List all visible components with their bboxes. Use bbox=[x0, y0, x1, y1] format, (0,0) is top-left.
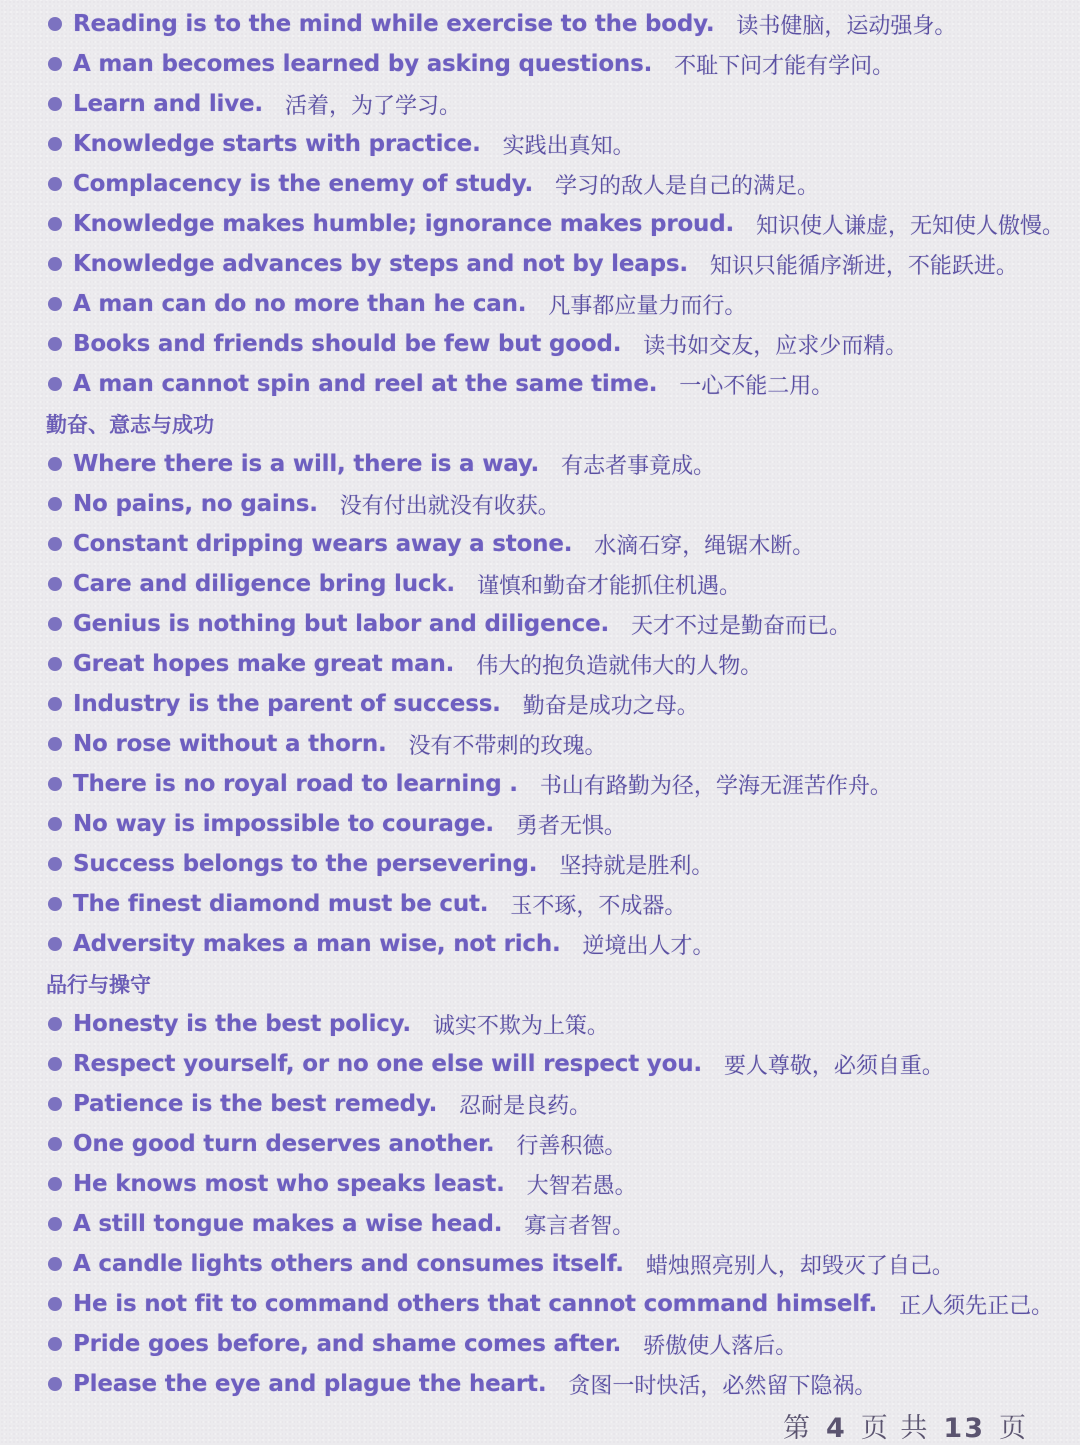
bullet-dot-icon bbox=[48, 817, 62, 831]
bullet-dot-icon bbox=[48, 537, 62, 551]
proverb-chinese: 实践出真知。 bbox=[502, 133, 635, 159]
proverb-item bbox=[0, 44, 1080, 84]
proverb-chinese: 没有付出就没有收获。 bbox=[339, 493, 560, 519]
current-page-number: 4 bbox=[826, 1413, 847, 1444]
proverb-item bbox=[0, 1364, 1080, 1404]
proverb-chinese: 勇者无惧。 bbox=[515, 813, 626, 839]
bullet-dot-icon bbox=[48, 777, 62, 791]
proverb-english: Knowledge advances by steps and not by leaps. bbox=[73, 251, 688, 277]
proverb-chinese: 知识使人谦虚，无知使人傲慢。 bbox=[756, 213, 1065, 239]
proverb-item bbox=[0, 564, 1080, 604]
proverb-english: One good turn deserves another. bbox=[73, 1131, 495, 1157]
proverb-chinese: 学习的敌人是自己的满足。 bbox=[555, 173, 820, 199]
proverb-english: A man cannot spin and reel at the same time. bbox=[73, 371, 658, 397]
bullet-dot-icon bbox=[48, 1217, 62, 1231]
proverb-english: Genius is nothing but labor and diligence. bbox=[73, 611, 610, 637]
proverb-english: There is no royal road to learning . bbox=[73, 771, 518, 797]
proverb-chinese: 一心不能二用。 bbox=[679, 373, 834, 399]
proverb-chinese: 不耻下问才能有学问。 bbox=[674, 53, 895, 79]
proverb-chinese: 玉不琢，不成器。 bbox=[510, 893, 687, 919]
proverb-english: Knowledge makes humble; ignorance makes proud. bbox=[73, 211, 735, 237]
proverb-english: Books and friends should be few but good. bbox=[73, 331, 622, 357]
proverb-english: Honesty is the best policy. bbox=[73, 1011, 411, 1037]
proverb-english: Respect yourself, or no one else will respect you. bbox=[73, 1051, 702, 1077]
proverb-english: Pride goes before, and shame comes after. bbox=[73, 1331, 622, 1357]
proverb-item bbox=[0, 684, 1080, 724]
proverb-english: Reading is to the mind while exercise to the body. bbox=[73, 11, 715, 37]
proverb-chinese: 大智若愚。 bbox=[526, 1173, 637, 1199]
bullet-dot-icon bbox=[48, 1137, 62, 1151]
proverb-english: The finest diamond must be cut. bbox=[73, 891, 489, 917]
total-page-count: 13 bbox=[943, 1413, 985, 1444]
bullet-dot-icon bbox=[48, 1017, 62, 1031]
bullet-dot-icon bbox=[48, 1377, 62, 1391]
proverb-item bbox=[0, 484, 1080, 524]
proverb-item bbox=[0, 244, 1080, 284]
proverb-item bbox=[0, 764, 1080, 804]
proverb-item bbox=[0, 444, 1080, 484]
proverb-chinese: 知识只能循序渐进，不能跃进。 bbox=[709, 253, 1018, 279]
bullet-dot-icon bbox=[48, 377, 62, 391]
bullet-dot-icon bbox=[48, 657, 62, 671]
proverb-english: Constant dripping wears away a stone. bbox=[73, 531, 573, 557]
proverb-chinese: 书山有路勤为径，学海无涯苦作舟。 bbox=[539, 773, 892, 799]
proverb-english: Complacency is the enemy of study. bbox=[73, 171, 534, 197]
proverb-chinese: 水滴石穿，绳锯木断。 bbox=[594, 533, 815, 559]
proverb-english: No rose without a thorn. bbox=[73, 731, 387, 757]
proverb-english: A still tongue makes a wise head. bbox=[73, 1211, 503, 1237]
proverb-list bbox=[0, 4, 1080, 1404]
proverb-english: No way is impossible to courage. bbox=[73, 811, 494, 837]
proverb-chinese: 蜡烛照亮别人，却毁灭了自己。 bbox=[645, 1253, 954, 1279]
proverb-chinese: 有志者事竟成。 bbox=[561, 453, 716, 479]
section-heading: 勤奋、意志与成功 bbox=[46, 413, 214, 437]
proverb-english: Care and diligence bring luck. bbox=[73, 571, 455, 597]
bullet-dot-icon bbox=[48, 257, 62, 271]
bullet-dot-icon bbox=[48, 97, 62, 111]
proverb-item bbox=[0, 84, 1080, 124]
proverb-english: Where there is a will, there is a way. bbox=[73, 451, 540, 477]
proverb-item bbox=[0, 4, 1080, 44]
proverb-item bbox=[0, 1044, 1080, 1084]
proverb-english: He is not fit to command others that cannot command himself. bbox=[73, 1291, 878, 1317]
footer-middle: 页 共 bbox=[860, 1413, 930, 1444]
bullet-dot-icon bbox=[48, 217, 62, 231]
proverb-chinese: 行善积德。 bbox=[516, 1133, 627, 1159]
proverb-item bbox=[0, 804, 1080, 844]
proverb-chinese: 寡言者智。 bbox=[524, 1213, 635, 1239]
proverb-chinese: 要人尊敬，必须自重。 bbox=[723, 1053, 944, 1079]
proverb-chinese: 伟大的抱负造就伟大的人物。 bbox=[476, 653, 763, 679]
bullet-dot-icon bbox=[48, 617, 62, 631]
bullet-dot-icon bbox=[48, 897, 62, 911]
proverb-chinese: 读书健脑，运动强身。 bbox=[736, 13, 957, 39]
proverb-item bbox=[0, 364, 1080, 404]
proverb-chinese: 诚实不欺为上策。 bbox=[432, 1013, 609, 1039]
bullet-dot-icon bbox=[48, 697, 62, 711]
proverb-chinese: 坚持就是胜利。 bbox=[559, 853, 714, 879]
proverb-item bbox=[0, 1124, 1080, 1164]
proverb-english: No pains, no gains. bbox=[73, 491, 318, 517]
bullet-dot-icon bbox=[48, 1297, 62, 1311]
bullet-dot-icon bbox=[48, 337, 62, 351]
proverb-english: Knowledge starts with practice. bbox=[73, 131, 481, 157]
proverb-item bbox=[0, 844, 1080, 884]
proverb-english: He knows most who speaks least. bbox=[73, 1171, 505, 1197]
bullet-dot-icon bbox=[48, 1257, 62, 1271]
proverb-item bbox=[0, 1204, 1080, 1244]
bullet-dot-icon bbox=[48, 1057, 62, 1071]
bullet-dot-icon bbox=[48, 1097, 62, 1111]
bullet-dot-icon bbox=[48, 577, 62, 591]
proverb-english: A man becomes learned by asking questions. bbox=[73, 51, 653, 77]
proverb-chinese: 骄傲使人落后。 bbox=[643, 1333, 798, 1359]
bullet-dot-icon bbox=[48, 1177, 62, 1191]
proverb-item bbox=[0, 1284, 1080, 1324]
proverb-item bbox=[0, 924, 1080, 964]
proverb-english: Patience is the best remedy. bbox=[73, 1091, 438, 1117]
proverb-item bbox=[0, 604, 1080, 644]
proverb-item bbox=[0, 1244, 1080, 1284]
proverb-english: Great hopes make great man. bbox=[73, 651, 455, 677]
proverb-chinese: 勤奋是成功之母。 bbox=[522, 693, 699, 719]
bullet-dot-icon bbox=[48, 497, 62, 511]
proverb-item bbox=[0, 884, 1080, 924]
page-number-footer bbox=[779, 1406, 1032, 1445]
proverb-item bbox=[0, 164, 1080, 204]
proverb-english: Please the eye and plague the heart. bbox=[73, 1371, 547, 1397]
proverb-item bbox=[0, 1004, 1080, 1044]
proverb-item bbox=[0, 124, 1080, 164]
proverb-chinese: 逆境出人才。 bbox=[582, 933, 715, 959]
proverb-chinese: 没有不带刺的玫瑰。 bbox=[408, 733, 607, 759]
bullet-dot-icon bbox=[48, 737, 62, 751]
footer-suffix: 页 bbox=[999, 1413, 1028, 1444]
proverb-item bbox=[0, 1324, 1080, 1364]
proverb-item bbox=[0, 324, 1080, 364]
bullet-dot-icon bbox=[48, 137, 62, 151]
proverb-english: Success belongs to the persevering. bbox=[73, 851, 538, 877]
bullet-dot-icon bbox=[48, 937, 62, 951]
section-heading: 品行与操守 bbox=[46, 973, 151, 997]
proverb-english: Adversity makes a man wise, not rich. bbox=[73, 931, 561, 957]
bullet-dot-icon bbox=[48, 457, 62, 471]
bullet-dot-icon bbox=[48, 17, 62, 31]
proverb-english: Learn and live. bbox=[73, 91, 263, 117]
proverb-item bbox=[0, 284, 1080, 324]
proverb-item bbox=[0, 204, 1080, 244]
proverb-item bbox=[0, 724, 1080, 764]
bullet-dot-icon bbox=[48, 857, 62, 871]
proverb-chinese: 忍耐是良药。 bbox=[459, 1093, 592, 1119]
proverb-item bbox=[0, 644, 1080, 684]
bullet-dot-icon bbox=[48, 1337, 62, 1351]
proverb-item bbox=[0, 524, 1080, 564]
proverb-english: Industry is the parent of success. bbox=[73, 691, 501, 717]
proverb-chinese: 读书如交友，应求少而精。 bbox=[643, 333, 908, 359]
proverb-chinese: 凡事都应量力而行。 bbox=[548, 293, 747, 319]
proverb-chinese: 天才不过是勤奋而已。 bbox=[631, 613, 852, 639]
proverb-item bbox=[0, 1164, 1080, 1204]
proverb-english: A candle lights others and consumes itself. bbox=[73, 1251, 624, 1277]
bullet-dot-icon bbox=[48, 57, 62, 71]
bullet-dot-icon bbox=[48, 177, 62, 191]
bullet-dot-icon bbox=[48, 297, 62, 311]
proverb-chinese: 谨慎和勤奋才能抓住机遇。 bbox=[476, 573, 741, 599]
proverb-chinese: 活着，为了学习。 bbox=[284, 93, 461, 119]
footer-prefix: 第 bbox=[783, 1413, 813, 1444]
proverb-english: A man can do no more than he can. bbox=[73, 291, 527, 317]
proverb-chinese: 贪图一时快活，必然留下隐祸。 bbox=[568, 1373, 877, 1399]
proverb-item bbox=[0, 1084, 1080, 1124]
proverb-chinese: 正人须先正己。 bbox=[899, 1293, 1054, 1319]
